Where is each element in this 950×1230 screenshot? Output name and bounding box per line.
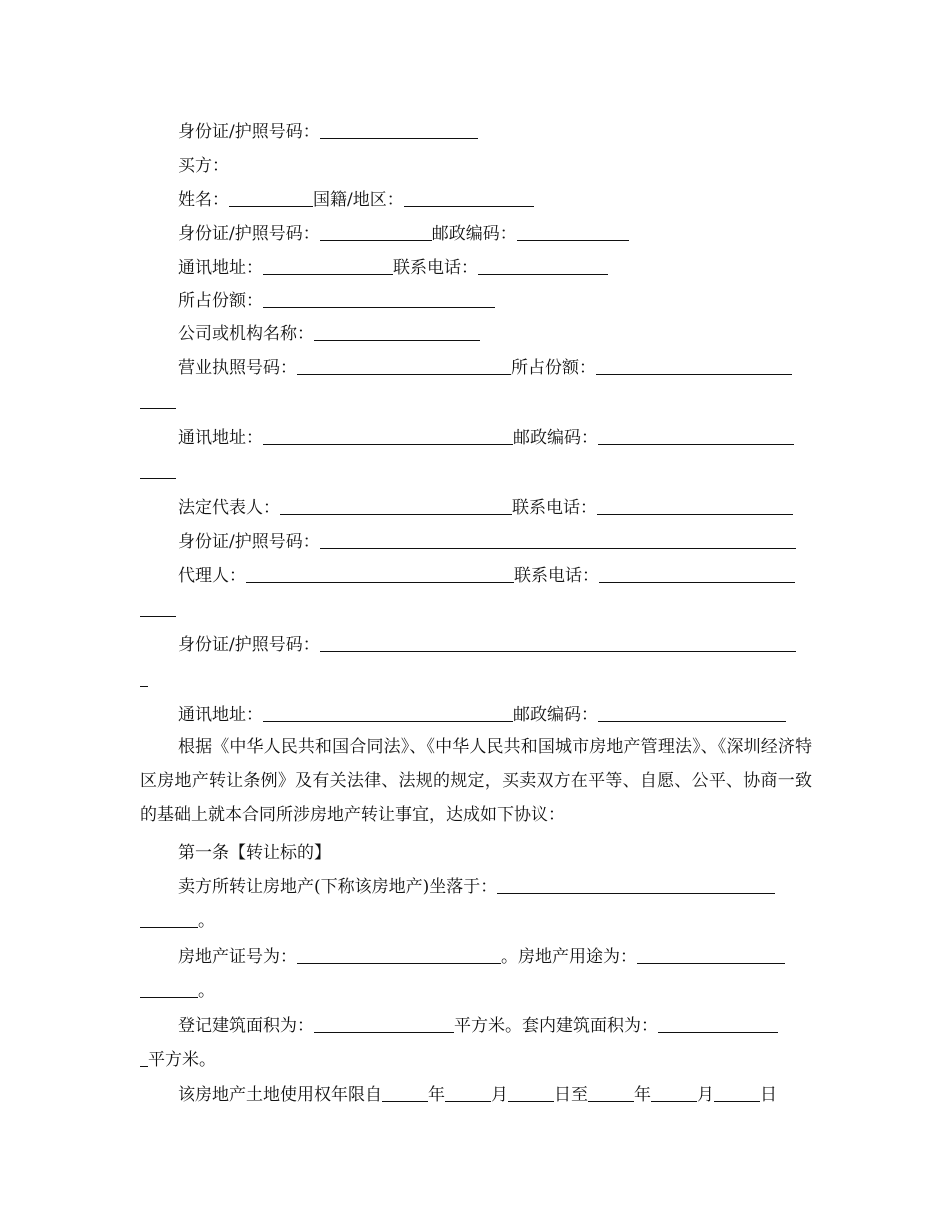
property-use-end: 。 (198, 981, 215, 1001)
company-license-label: 营业执照号码： (178, 358, 297, 378)
company-id-label: 身份证/护照号码： (178, 532, 320, 552)
company-postcode-blank[interactable] (598, 428, 794, 445)
company-share-label: 所占份额： (511, 358, 596, 378)
agent-postcode-blank[interactable] (598, 705, 786, 722)
property-area-label: 登记建筑面积为： (178, 1016, 314, 1036)
company-license-blank[interactable] (297, 358, 511, 375)
agent-id-blank[interactable] (320, 635, 796, 652)
agent-address-label: 通讯地址： (178, 705, 263, 725)
buyer-nationality-label: 国籍/地区： (313, 190, 404, 210)
company-license-row (178, 357, 792, 379)
seller-id-blank[interactable] (320, 122, 478, 139)
agent-row (178, 565, 795, 587)
buyer-name-label: 姓名： (178, 190, 229, 210)
company-share-blank-cont[interactable] (140, 392, 176, 409)
company-legalrep-blank[interactable] (280, 498, 512, 515)
end-year-label: 年 (634, 1085, 651, 1105)
company-postcode-continuation (140, 461, 176, 483)
buyer-heading: 买方： (178, 156, 229, 176)
company-name-blank[interactable] (314, 324, 480, 341)
preamble-paragraph: 根据《中华人民共和国合同法》、《中华人民共和国城市房地产管理法》、《深圳经济特区房地产转让条例》及有关法律、法规的规定，买卖双方在平等、自愿、公平、协商一致的基础上就本合同所涉房地产转让事宜，达成如下协议： (140, 737, 812, 825)
buyer-address-label: 通讯地址： (178, 258, 263, 278)
start-day-blank[interactable] (508, 1085, 554, 1102)
agent-id-label: 身份证/护照号码： (178, 635, 320, 655)
agent-phone-blank-cont[interactable] (140, 600, 176, 617)
company-id-row (178, 531, 796, 553)
property-area-unit: 平方米。 (148, 1050, 216, 1070)
property-area-row (178, 1015, 778, 1037)
end-day-label: 日 (760, 1085, 777, 1105)
start-day-label: 日至 (554, 1085, 588, 1105)
company-postcode-label: 邮政编码： (513, 428, 598, 448)
agent-label: 代理人： (178, 566, 246, 586)
agent-id-row (178, 634, 796, 656)
end-month-label: 月 (697, 1085, 714, 1105)
property-use-blank-cont[interactable] (140, 981, 198, 998)
company-phone-label: 联系电话： (512, 498, 597, 518)
company-address-row (178, 427, 794, 449)
company-legalrep-row (178, 497, 793, 519)
property-area-continuation (140, 1049, 216, 1071)
end-month-blank[interactable] (651, 1085, 697, 1102)
agent-id-blank-cont[interactable] (140, 670, 148, 687)
property-use-label: 。房地产用途为： (501, 947, 637, 967)
property-location-row (178, 876, 775, 898)
buyer-address-row (178, 257, 608, 279)
buyer-id-label: 身份证/护照号码： (178, 224, 320, 244)
property-inner-area-label: 平方米。套内建筑面积为： (454, 1016, 658, 1036)
agent-phone-blank[interactable] (599, 566, 795, 583)
agent-postcode-label: 邮政编码： (513, 705, 598, 725)
end-year-blank[interactable] (588, 1085, 634, 1102)
property-area-blank[interactable] (314, 1016, 454, 1033)
buyer-id-blank[interactable] (320, 224, 432, 241)
buyer-share-row (178, 290, 495, 312)
property-cert-blank[interactable] (297, 947, 501, 964)
property-cert-label: 房地产证号为： (178, 947, 297, 967)
buyer-postcode-label: 邮政编码： (431, 224, 517, 244)
land-use-period-row (178, 1084, 777, 1106)
company-address-label: 通讯地址： (178, 428, 263, 448)
property-location-blank[interactable] (497, 877, 775, 894)
seller-id-row (178, 121, 478, 143)
start-year-blank[interactable] (382, 1085, 428, 1102)
buyer-phone-blank[interactable] (478, 258, 608, 275)
company-address-blank[interactable] (263, 428, 513, 445)
agent-phone-continuation (140, 599, 176, 621)
company-legalrep-label: 法定代表人： (178, 498, 280, 518)
property-cert-row (178, 946, 785, 968)
buyer-postcode-blank[interactable] (517, 224, 629, 241)
property-location-continuation (140, 910, 215, 932)
agent-phone-label: 联系电话： (514, 566, 599, 586)
buyer-phone-label: 联系电话： (393, 258, 478, 278)
property-location-end: 。 (198, 911, 215, 931)
land-period-label: 该房地产土地使用权年限自 (178, 1085, 382, 1105)
end-day-blank[interactable] (714, 1085, 760, 1102)
buyer-share-blank[interactable] (263, 291, 495, 308)
buyer-name-row (178, 189, 534, 211)
company-id-blank[interactable] (320, 532, 796, 549)
agent-id-continuation (140, 669, 148, 691)
property-location-label: 卖方所转让房地产(下称该房地产)坐落于： (178, 877, 498, 897)
start-year-label: 年 (428, 1085, 445, 1105)
buyer-id-row (178, 223, 629, 245)
company-postcode-blank-cont[interactable] (140, 462, 176, 479)
buyer-name-blank[interactable] (229, 190, 313, 207)
agent-address-blank[interactable] (263, 705, 513, 722)
property-inner-area-blank-cont[interactable] (140, 1050, 148, 1067)
company-share-continuation (140, 391, 176, 413)
start-month-label: 月 (491, 1085, 508, 1105)
buyer-nationality-blank[interactable] (404, 190, 534, 207)
company-name-label: 公司或机构名称： (178, 324, 314, 344)
agent-address-row (178, 704, 786, 726)
article1-heading: 第一条【转让标的】 (178, 843, 331, 863)
buyer-address-blank[interactable] (263, 258, 393, 275)
seller-id-label: 身份证/护照号码： (178, 122, 320, 142)
company-share-blank[interactable] (596, 358, 792, 375)
buyer-share-label: 所占份额： (178, 291, 263, 311)
agent-blank[interactable] (246, 566, 514, 583)
start-month-blank[interactable] (445, 1085, 491, 1102)
property-location-blank-cont[interactable] (140, 911, 198, 928)
company-name-row (178, 323, 480, 345)
property-use-blank[interactable] (637, 947, 785, 964)
property-use-continuation (140, 980, 215, 1002)
property-inner-area-blank[interactable] (658, 1016, 778, 1033)
company-phone-blank[interactable] (597, 498, 793, 515)
